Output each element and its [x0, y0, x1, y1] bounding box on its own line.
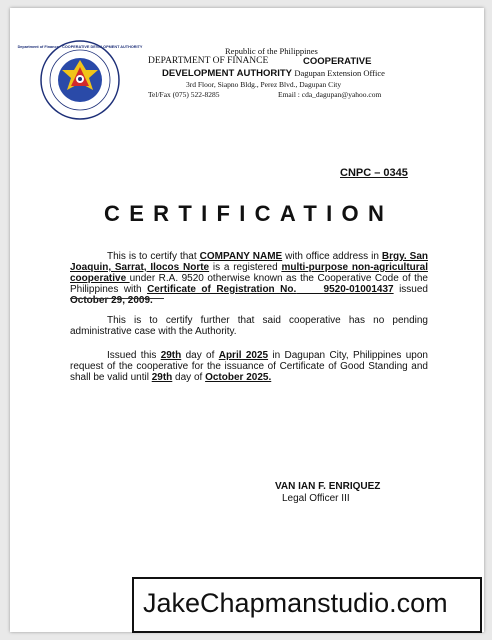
contact-line	[148, 90, 382, 99]
valid-day: 29th	[151, 372, 173, 383]
text-run: with office address in	[282, 251, 382, 262]
cooperative-type: multi-purpose non-agricultural cooperative	[70, 262, 428, 284]
authority-line	[162, 68, 385, 79]
office-address: 3rd Floor, Siapno Bldg., Perez Blvd., Dagupan City	[186, 80, 342, 89]
signatory-position: Legal Officer III	[282, 493, 350, 504]
text-run: in Dagupan City, Philippines upon request of the cooperative for the issuance of Certificate of Good Standing and shall be valid until	[70, 350, 428, 383]
office-address-value: Brgy. San Joaquin, Sarrat, Ilocos Norte	[70, 251, 428, 273]
issued-day: 29th	[160, 350, 182, 361]
watermark-text: JakeChapmanstudio.com	[143, 588, 448, 618]
text-run: Issued this	[107, 350, 161, 361]
text-run: issued	[393, 284, 428, 295]
text-run: is a registered	[209, 262, 282, 273]
text-run: under R.A. 9520 otherwise known as the Cooperative Code of the Philippines with	[70, 273, 428, 295]
divider	[70, 298, 164, 299]
extension-office: Dagupan Extension Office	[294, 68, 385, 78]
department-name: DEPARTMENT OF FINANCE	[148, 56, 269, 66]
cooperative-word: COOPERATIVE	[303, 56, 372, 67]
seal-caption: Department of Finance · COOPERATIVE DEVELOPMENT AUTHORITY	[17, 45, 143, 49]
text-run: day of	[172, 372, 206, 383]
email: Email : cda_dagupan@yahoo.com	[278, 90, 382, 99]
issued-month: April 2025	[218, 350, 269, 361]
registration-date: October 29, 2009.	[70, 295, 153, 306]
registration-number: 9520-01001437	[323, 284, 394, 295]
signatory-name: VAN IAN F. ENRIQUEZ	[275, 481, 381, 492]
signature-block	[275, 481, 380, 505]
registration-label: Certificate of Registration No.	[147, 284, 297, 295]
republic-line: Republic of the Philippines	[225, 46, 318, 56]
reference-number: CNPC – 0345	[340, 167, 408, 179]
no-pending-case-paragraph: This is to certify further that said cooperative has no pending administrative case with the Authority.	[70, 315, 428, 337]
certificate-page	[10, 8, 484, 632]
issuance-paragraph	[70, 350, 428, 383]
watermark-banner	[132, 577, 482, 633]
text-run: day of	[181, 350, 219, 361]
valid-month: October 2025.	[205, 372, 272, 383]
cda-seal-logo	[17, 40, 143, 120]
telfax: Tel/Fax (075) 522-8285	[148, 90, 220, 99]
registration-gap	[296, 284, 323, 295]
authority-name: DEVELOPMENT AUTHORITY	[162, 68, 293, 79]
department-line	[148, 56, 372, 67]
company-name: COMPANY NAME	[199, 251, 283, 262]
document-title: CERTIFICATION	[104, 201, 394, 226]
text-run: This is to certify that	[107, 251, 200, 262]
